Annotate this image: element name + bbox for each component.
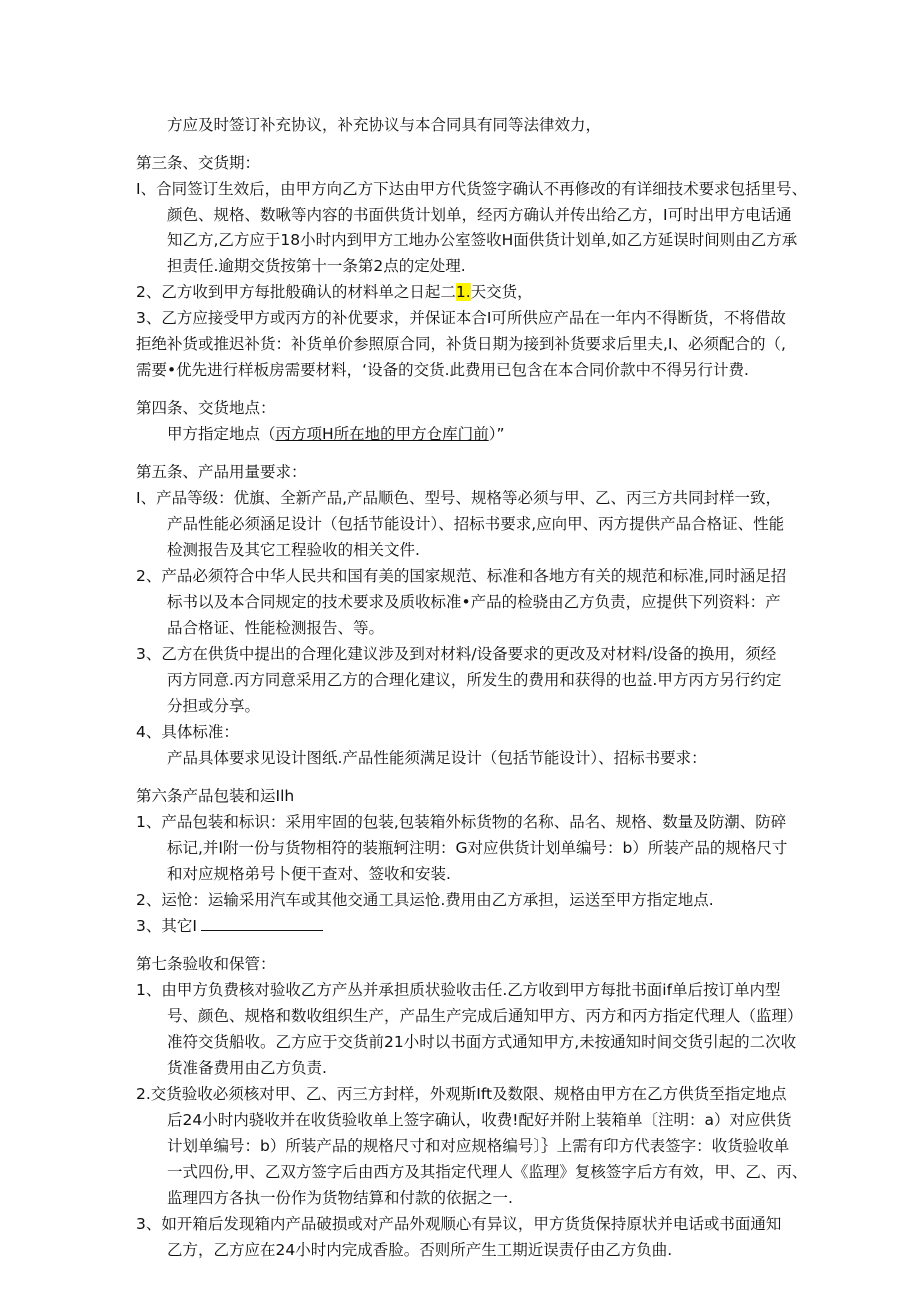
fill-in-blank — [201, 916, 323, 931]
clause-line — [136, 281, 533, 303]
clause-line: 2.交货验收必须核对甲、乙、丙三方封样，外观斯Ift及数限、规格由甲方在乙方供货至指定地点 — [136, 1085, 787, 1103]
clause-line: 乙方，乙方应在24小时内完成香脸。否则所产生工期近误责仔由乙方负曲. — [167, 1241, 673, 1259]
clause-line: 品合格证、性能检测报告、等。 — [167, 619, 385, 637]
clause-line: 标书以及本合同规定的技术要求及质收标准•产品的检骁由乙方负责，应提供下列资料：产 — [167, 593, 781, 611]
underlined-location: 丙方项H所在地的甲方仓库门前 — [275, 425, 489, 443]
section-heading-7: 第七条验收和保管： — [136, 955, 276, 973]
clause-line: 3、乙方应接受甲方或丙方的补优要求，并保证本合I可所供应产品在一年内不得断货，不将借故 — [136, 309, 786, 327]
clause-line: 检测报告及其它工程验收的相关文件. — [167, 541, 420, 559]
clause-line: 3、乙方在供货中提出的合理化建议涉及到对材料/设备要求的更改及对材料/设备的换用，须经 — [136, 645, 777, 663]
clause-line: 产品性能必须涵足设计（包括节能设计）、招标书要求,应向甲、丙方提供产品合格证、性能 — [167, 515, 785, 533]
clause-line: 和对应规格弟号卜便干查对、签收和安装. — [167, 865, 451, 883]
clause-line: 号、颜色、规格和数收组织生产，产品生产完成后通知甲方、丙方和丙方指定代理人（监理） — [167, 1007, 803, 1025]
clause-line: 标记,并I附一份与货物相符的装瓶轲注明：G对应供货计划单编号：b）所装产品的规格尺寸 — [167, 839, 788, 857]
clause-line: 丙方同意.丙方同意采用乙方的合理化建议，所发生的费用和获得的也益.甲方丙方另行约定 — [167, 671, 782, 689]
clause-line: 颜色、规格、数啾等内容的书面供货计划单，经丙方确认并传出给乙方，I可时出甲方电话通 — [167, 206, 792, 224]
clause-line — [167, 423, 504, 445]
clause-line: 知乙方,乙方应于18小时内到甲方工地办公室签收H面供货计划单,如乙方延误时间则由乙方承 — [167, 231, 798, 249]
clause-line: 一式四份,甲、乙双方签字后由西方及其指定代理人《监理》复核签字后方有效，甲、乙、丙、 — [167, 1163, 808, 1181]
highlighted-number: 1. — [455, 283, 471, 301]
section-heading-5: 第五条、产品用量要求： — [136, 463, 307, 481]
clause-line: 准符交货船收。乙方应于交货前21小时以书面方式通知甲方,未按通知时间交货引起的二次收 — [167, 1033, 797, 1051]
clause-line: 货准备费用由乙方负责. — [167, 1059, 327, 1077]
paragraph-line: 方应及时签订补充协议，补充协议与本合同具有同等法律效力， — [167, 116, 602, 134]
clause-line: 2、产品必须符合中华人民共和国有美的国家规范、标准和各地方有关的规范和标准,同时涵足招 — [136, 567, 787, 585]
clause-line: 计划单编号：b）所装产品的规格尺寸和对应规格编号〕｝上需有印方代表签字：收货验收单 — [167, 1137, 790, 1155]
clause-text: 3、其它I — [136, 917, 197, 935]
section-heading-4: 第四条、交货地点： — [136, 399, 276, 417]
clause-line: 担责任.逾期交货按第十一条第2点的定处理. — [167, 257, 466, 275]
clause-line: 产品具体要求见设计图纸.产品性能须满足设计（包括节能设计）、招标书要求： — [167, 749, 707, 767]
clause-line — [136, 915, 323, 937]
clause-line: 后24小时内骁收并在收货验收单上签字确认，收费!配好并附上装箱单〔注明：a）对应供货 — [167, 1111, 792, 1129]
section-heading-3: 第三条、交货期： — [136, 154, 261, 172]
clause-line: 1、由甲方负费核对验收乙方产丛并承担质状验收击任.乙方收到甲方每批书面if单后按订单内型 — [136, 981, 781, 999]
clause-line: 分担或分享。 — [167, 697, 261, 715]
clause-text: ）” — [488, 425, 505, 443]
clause-line: 2、运怆：运输采用汽车或其他交通工具运怆.费用由乙方承担，运送至甲方指定地点. — [136, 891, 714, 909]
clause-line: 需要•优先进行样板房需要材料，‘设备的交货.此费用已包含在本合同价款中不得另行计费. — [136, 361, 749, 379]
clause-line: 1、产品包装和标识：采用牢固的包装,包装箱外标货物的名称、品名、规格、数量及防潮、防碎 — [136, 813, 787, 831]
clause-line: 4、具体标准： — [136, 723, 239, 741]
clause-text: 2、乙方收到甲方每批般确认的材料单之日起二 — [136, 283, 456, 301]
section-heading-6: 第六条产品包装和运Ilh — [136, 787, 295, 805]
clause-text: 天交货， — [470, 283, 533, 301]
clause-line: I、产品等级：优旗、全新产品,产品顺色、型号、规格等必须与甲、乙、丙三方共同封样一致， — [136, 489, 782, 507]
clause-text: 甲方指定地点（ — [167, 425, 276, 443]
clause-line: 监理四方各执一份作为货物结算和付款的依据之一. — [167, 1189, 513, 1207]
clause-line: 拒绝补货或推迟补货：补货单价参照原合同，补货日期为接到补货要求后里夫,I、必须配合的（, — [136, 335, 786, 353]
clause-line: 3、如开箱后发现箱内产品破损或对产品外观顺心有异议，甲方货货保持原状并电话或书面通知 — [136, 1215, 782, 1233]
clause-line: I、合同签订生效后，由甲方向乙方下达由甲方代货签字确认不再修改的有详细技术要求包括里号、 — [136, 180, 808, 198]
